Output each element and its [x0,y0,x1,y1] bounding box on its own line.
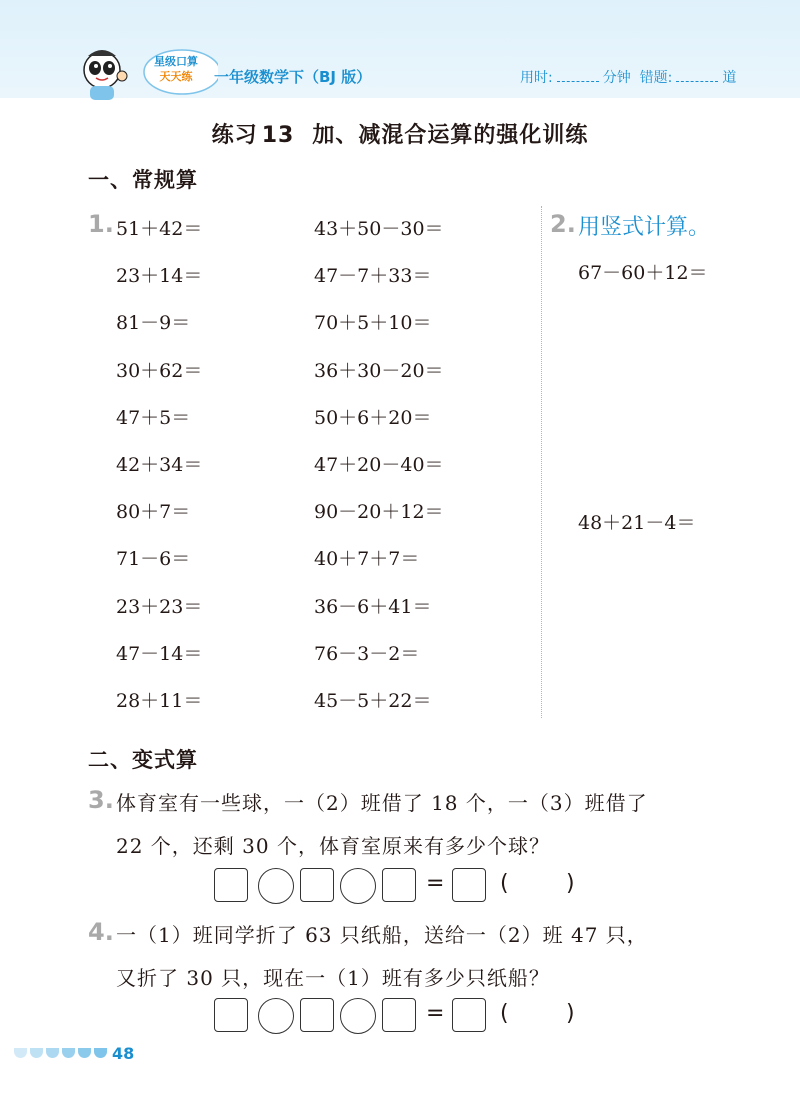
operator-circle[interactable] [258,868,294,904]
footer-dot [30,1048,43,1058]
lesson-name: 加、减混合运算的强化训练 [312,123,589,148]
arithmetic-expression: 23＋14＝ [116,265,203,287]
answer-box[interactable] [382,868,416,902]
answer-box[interactable] [382,998,416,1032]
arithmetic-expression: 43＋50－30＝ [314,218,444,240]
arithmetic-expression: 47＋20－40＝ [314,454,444,476]
footer-dot [14,1048,27,1058]
answer-box[interactable] [300,998,334,1032]
brand-name [140,54,212,84]
vertical-calc-title: 用竖式计算。 [578,215,711,240]
time-label: 用时: [520,70,553,86]
page-number: 48 [112,1044,135,1063]
question-number-2: 2. [550,210,576,238]
arithmetic-expression: 36－6＋41＝ [314,596,432,618]
arithmetic-expression: 51＋42＝ [116,218,203,240]
answer-box[interactable] [214,998,248,1032]
arithmetic-expression: 76－3－2＝ [314,643,420,665]
arithmetic-expression: 47－7＋33＝ [314,265,432,287]
arithmetic-expression: 70＋5＋10＝ [314,312,432,334]
paren-open: ( [500,871,509,896]
minute-label: 分钟 [602,70,631,86]
arithmetic-expression: 90－20＋12＝ [314,501,444,523]
answer-box[interactable] [214,868,248,902]
arithmetic-expression: 30＋62＝ [116,360,203,382]
question-number-4: 4. [88,918,114,946]
answer-box[interactable] [452,998,486,1032]
grade-title: 一年级数学下（BJ 版） [214,68,372,86]
lesson-number: 13 [261,123,295,148]
vertical-expression-1: 67－60＋12＝ [578,262,708,284]
arithmetic-expression: 81－9＝ [116,312,191,334]
footer-dot [94,1048,107,1058]
answer-box[interactable] [452,868,486,902]
time-errors-meta [520,67,736,87]
arithmetic-expression: 47＋5＝ [116,407,191,429]
time-blank [557,70,599,82]
section-heading-regular: 一、常规算 [88,168,198,192]
vertical-expression-2: 48＋21－4＝ [578,512,696,534]
arithmetic-expression: 42＋34＝ [116,454,203,476]
section-heading-variant: 二、变式算 [88,748,198,772]
errors-blank [676,70,718,82]
question-number-1: 1. [88,210,114,238]
errors-label: 错题: [639,70,673,86]
question-number-3: 3. [88,786,114,814]
arithmetic-expression: 50＋6＋20＝ [314,407,432,429]
brand-line1: 星级口算 [154,55,198,68]
paren-open: ( [500,1001,509,1026]
footer-dot [46,1048,59,1058]
footer-dot [78,1048,91,1058]
paren-close: ) [566,871,575,896]
brand-line2: 天天练 [159,70,193,83]
lesson-prefix: 练习 [211,123,258,148]
arithmetic-expression: 36＋30－20＝ [314,360,444,382]
arithmetic-expression: 23＋23＝ [116,596,203,618]
equals-sign: = [426,871,445,896]
lesson-title [0,118,800,149]
arithmetic-expression: 40＋7＋7＝ [314,548,420,570]
question-4-line-2: 又折了 30 只，现在一（1）班有多少只纸船？ [116,966,550,990]
arithmetic-expression: 80＋7＝ [116,501,191,523]
question-3-line-2: 22 个，还剩 30 个，体育室原来有多少个球？ [116,834,550,858]
question-4-line-1: 一（1）班同学折了 63 只纸船，送给一（2）班 47 只， [116,923,648,947]
operator-circle[interactable] [258,998,294,1034]
arithmetic-expression: 71－6＝ [116,548,191,570]
footer-dot [62,1048,75,1058]
answer-box[interactable] [300,868,334,902]
equals-sign: = [426,1001,445,1026]
operator-circle[interactable] [340,998,376,1034]
count-label: 道 [722,70,737,86]
column-divider [541,206,542,718]
paren-close: ) [566,1001,575,1026]
operator-circle[interactable] [340,868,376,904]
arithmetic-expression: 47－14＝ [116,643,203,665]
arithmetic-expression: 45－5＋22＝ [314,690,432,712]
question-3-line-1: 体育室有一些球，一（2）班借了 18 个，一（3）班借了 [116,791,648,815]
arithmetic-expression: 28＋11＝ [116,690,203,712]
